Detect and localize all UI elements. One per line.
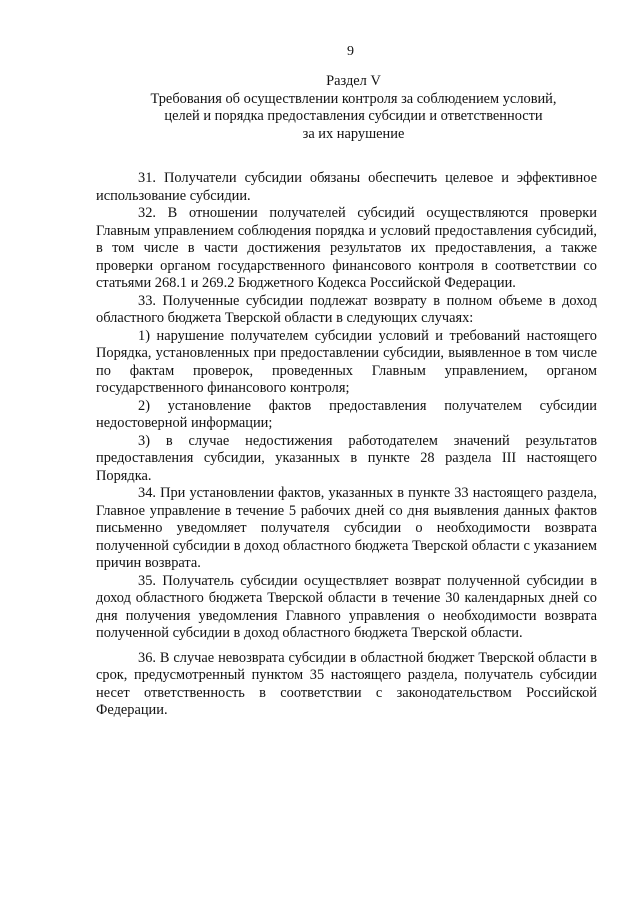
document-page (96, 44, 597, 720)
section-heading-line: за их нарушение (302, 125, 405, 142)
list-item-2: 2) установление фактов предоставления получателем субсидии недостоверной информации; (96, 397, 597, 431)
section-title: Раздел V (326, 73, 381, 89)
section-heading-line: Требования об осуществлении контроля за соблюдением условий, (150, 90, 557, 107)
paragraph-34: 34. При установлении фактов, указанных в пункте 33 настоящего раздела, Главное управление в течение 5 рабочих дней со дня выявления данных фактов письменно уведомляет получателя субсидии о необходимости возврата полученной субсидии в доход областного бюджета Тверской области с указанием причин возврата. (96, 485, 597, 571)
section-heading-line: целей и порядка предоставления субсидии и ответственности (164, 108, 543, 124)
document-body (96, 170, 597, 720)
list-item-3: 3) в случае недостижения работодателем значений результатов предоставления субсидии, указанных в пункте 28 раздела III настоящего Порядка. (96, 432, 597, 484)
paragraph-33: 33. Полученные субсидии подлежат возврату в полном объеме в доход областного бюджета Тверской области в следующих случаях: (96, 292, 597, 326)
paragraph-36: 36. В случае невозврата субсидии в областной бюджет Тверской области в срок, предусмотренный пунктом 35 настоящего раздела, получатель субсидии несет ответственность в соответствии с законодательством Российской Федерации. (96, 649, 597, 718)
paragraph-35: 35. Получатель субсидии осуществляет возврат полученной субсидии в доход областного бюджета Тверской области в течение 30 календарных дней со дня получения уведомления Главного управления о необходимости возврата полученной субсидии в доход областного бюджета Тверской области. (96, 572, 597, 641)
section-heading (96, 73, 597, 143)
list-item-1: 1) нарушение получателем субсидии условий и требований настоящего Порядка, установленных при предоставлении субсидии, выявленное в том числе по фактам проверок, проведенных Главным управлением, органом государственного финансового контроля; (96, 327, 597, 396)
paragraph-32: 32. В отношении получателей субсидий осуществляются проверки Главным управлением соблюдения порядка и условий предоставления субсидий, в том числе в части достижения результатов их предоставления, а также проверки органом государственного финансового контроля в соответствии со статьями 268.1 и 269.2 Бюджетного Кодекса Российской Федерации. (96, 205, 597, 291)
paragraph-31: 31. Получатели субсидии обязаны обеспечить целевое и эффективное использование субсидии. (96, 170, 597, 204)
page-number: 9 (347, 44, 354, 59)
